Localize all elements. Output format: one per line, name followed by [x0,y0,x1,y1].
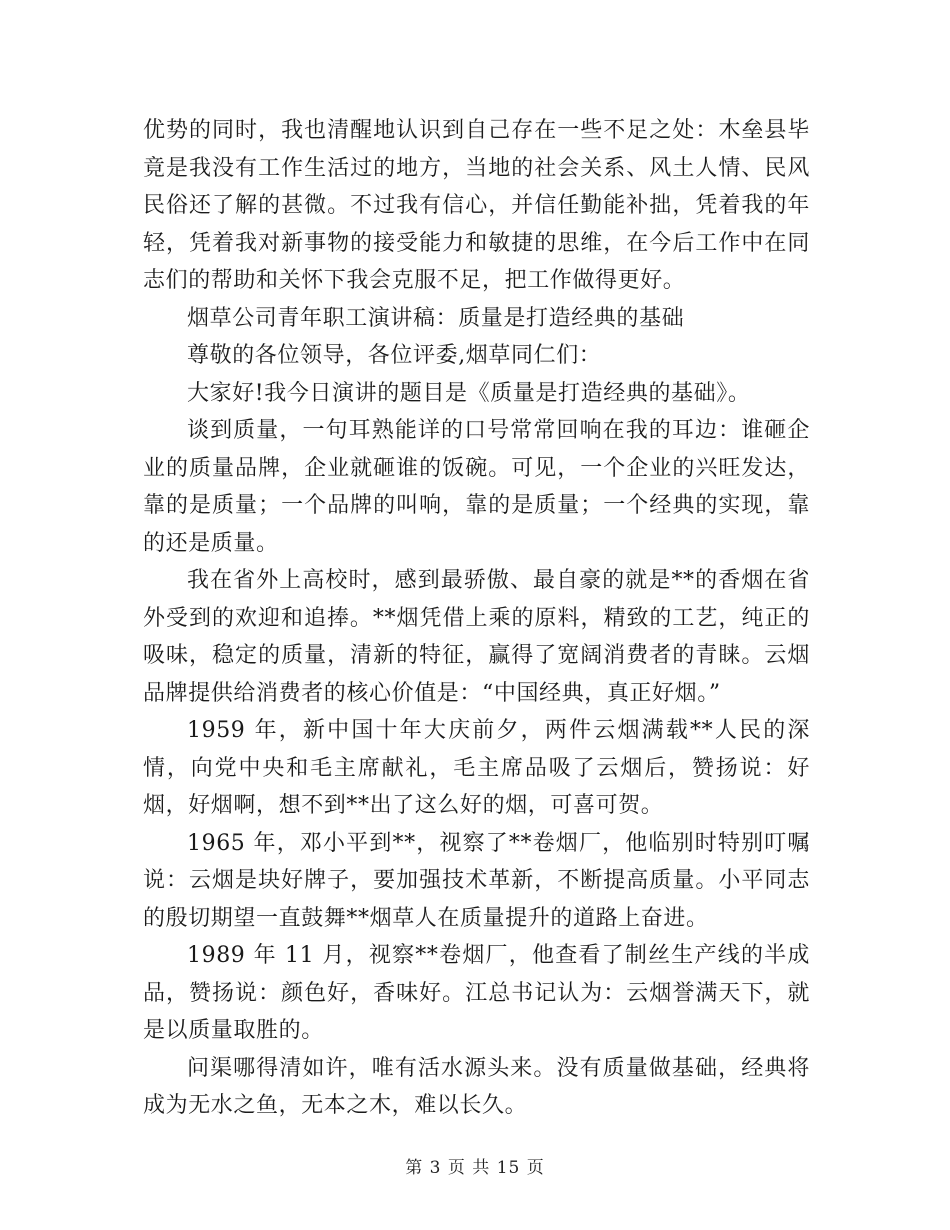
greeting: 大家好!我今日演讲的题目是《质量是打造经典的基础》。 [187,380,751,406]
paragraph: 谈到质量，一句耳熟能详的口号常常回响在我的耳边：谁砸企业的质量品牌，企业就砸谁的饭碗。可见，一个企业的兴旺发达，靠的是质量；一个品牌的叫响，靠的是质量；一个经典的实现，靠的还是质量。 [143,418,810,556]
paragraph: 1989 年 11 月，视察**卷烟厂，他查看了制丝生产线的半成品，赞扬说：颜色好，香味好。江总书记认为：云烟誉满天下，就是以质量取胜的。 [143,943,810,1043]
paragraph: 问渠哪得清如许，唯有活水源头来。没有质量做基础，经典将成为无水之鱼，无本之木，难以长久。 [143,1055,810,1118]
paragraph: 我在省外上高校时，感到最骄傲、最自豪的就是**的香烟在省外受到的欢迎和追捧。**烟凭借上乘的原料，精致的工艺，纯正的吸味，稳定的质量，清新的特征，赢得了宽阔消费者的青睐。云烟品牌提供给消费者的核心价值是：“中国经典，真正好烟。” [143,568,810,706]
salutation: 尊敬的各位领导，各位评委,烟草同仁们： [187,343,602,368]
speech-title: 烟草公司青年职工演讲稿：质量是打造经典的基础 [187,305,685,331]
paragraph: 1965 年，邓小平到**，视察了**卷烟厂，他临别时特别叮嘱说：云烟是块好牌子，要加强技术革新，不断提高质量。小平同志的殷切期望一直鼓舞**烟草人在质量提升的道路上奋进。 [143,830,810,931]
paragraph: 1959 年，新中国十年大庆前夕，两件云烟满载**人民的深情，向党中央和毛主席献礼，毛主席品吸了云烟后，赞扬说：好烟，好烟啊，想不到**出了这么好的烟，可喜可贺。 [143,718,810,818]
document-body [143,112,810,1125]
page-number-footer: 第 3 页 共 15 页 [405,1158,545,1178]
paragraph-continuation: 优势的同时，我也清醒地认识到自己存在一些不足之处：木垒县毕竟是我没有工作生活过的地方，当地的社会关系、风土人情、民风民俗还了解的甚微。不过我有信心，并信任勤能补拙，凭着我的年轻，凭着我对新事物的接受能力和敏捷的思维，在今后工作中在同志们的帮助和关怀下我会克服不足，把工作做得更好。 [143,118,810,293]
